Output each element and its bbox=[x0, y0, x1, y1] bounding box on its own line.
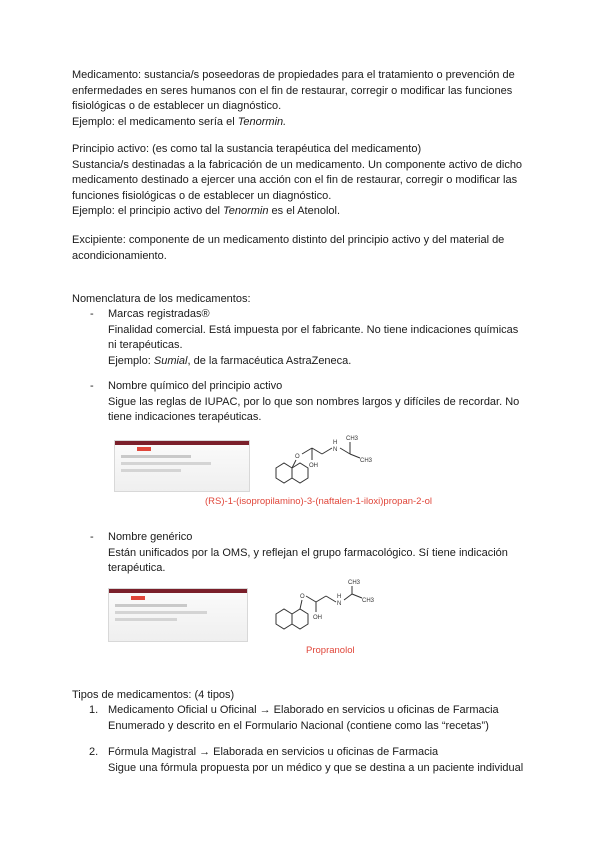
excipiente-paragraph bbox=[72, 233, 527, 264]
item-title: Fórmula Magistral → Elaborada en servicios u oficinas de Farmacia bbox=[108, 746, 439, 758]
tipo-item bbox=[108, 745, 533, 776]
example-name: Sumial bbox=[153, 354, 188, 367]
mol-label: N bbox=[337, 601, 342, 607]
text-line: Principio activo: (es como tal la sustancia terapéutica del medicamento) bbox=[72, 143, 422, 155]
quimico-item bbox=[108, 379, 528, 426]
item-title: Marcas registradas® bbox=[108, 308, 210, 320]
text-line: tiene indicaciones terapéuticas. bbox=[108, 411, 262, 423]
item-title: Medicamento Oficial u Oficinal → Elaborado en servicios u oficinas de Farmacia bbox=[108, 704, 499, 716]
mol-label: CH3 bbox=[346, 436, 359, 442]
text-line: Sigue las reglas de IUPAC, por lo que son nombres largos y difíciles de recordar. No bbox=[108, 395, 520, 408]
generic-caption: Propranolol bbox=[306, 645, 355, 656]
mol-label: OH bbox=[309, 463, 318, 469]
nomenclatura-title: Nomenclatura de los medicamentos: bbox=[72, 293, 251, 305]
mol-label: OH bbox=[313, 615, 322, 621]
tipos-title: Tipos de medicamentos: (4 tipos) bbox=[72, 689, 235, 701]
text-line: fisiológicas o de establecer un diagnóstico. bbox=[72, 100, 282, 112]
mol-label: H bbox=[337, 594, 342, 600]
mol-label: CH3 bbox=[360, 458, 373, 464]
mol-label: N bbox=[333, 447, 338, 453]
tipo-item bbox=[108, 703, 528, 734]
bullet-dash: - bbox=[90, 531, 94, 543]
mol-label: O bbox=[300, 594, 305, 600]
mol-label: H bbox=[333, 440, 338, 446]
mol-label: O bbox=[295, 454, 300, 460]
marcas-item bbox=[108, 307, 528, 369]
text-line: Finalidad comercial. Está impuesta por el fabricante. No tiene indicaciones químicas bbox=[108, 323, 519, 336]
medicine-box-image bbox=[114, 440, 250, 492]
text-line: Sustancia/s destinadas a la fabricación de un medicamento. Un componente activo de dicho bbox=[72, 158, 523, 171]
text-line: medicamento destinado a ejercer una acción con el fin de restaurar, corregir o modificar las bbox=[72, 174, 518, 186]
iupac-caption: (RS)-1-(isopropilamino)-3-(naftalen-1-iloxi)propan-2-ol bbox=[205, 496, 433, 507]
item-title: Nombre químico del principio activo bbox=[108, 380, 283, 392]
principio-paragraph bbox=[72, 142, 527, 220]
medicamento-paragraph bbox=[72, 68, 527, 130]
text-line: ni terapéuticas. bbox=[108, 339, 183, 351]
ejemplo-line: Ejemplo: el principio activo del Tenormin es el Atenolol. bbox=[72, 205, 341, 217]
item-desc: Sigue una fórmula propuesta por un médico y que se destina a un paciente individual bbox=[108, 761, 524, 774]
ejemplo-line: Ejemplo: el medicamento sería el Tenormin. bbox=[72, 115, 287, 128]
item-desc: Enumerado y descrito en el Formulario Nacional (contiene como las “recetas”) bbox=[108, 719, 489, 732]
bullet-dash: - bbox=[90, 380, 94, 392]
bullet-dash: - bbox=[90, 308, 94, 320]
mol-label: CH3 bbox=[362, 598, 375, 604]
list-number: 1. bbox=[89, 704, 99, 716]
ejemplo-line: Ejemplo: Sumial, de la farmacéutica AstraZeneca. bbox=[108, 354, 352, 367]
mol-label: CH3 bbox=[348, 580, 361, 586]
text-line: enfermedades en seres humanos con el fin de restaurar, corregir o modificar las funciones bbox=[72, 84, 513, 97]
medicine-box-image bbox=[108, 588, 248, 642]
list-number: 2. bbox=[89, 746, 99, 758]
text-line: acondicionamiento. bbox=[72, 249, 167, 262]
example-name: Tenormin bbox=[223, 205, 269, 217]
generico-item bbox=[108, 530, 528, 577]
text-line: terapéutica. bbox=[108, 562, 166, 574]
text-line: Excipiente: componente de un medicamento distinto del principio activo y del material de bbox=[72, 234, 505, 246]
item-title: Nombre genérico bbox=[108, 531, 193, 543]
example-name: Tenormin. bbox=[237, 115, 287, 128]
molecule-structure bbox=[268, 578, 378, 640]
molecule-structure bbox=[264, 434, 374, 496]
text-line: Medicamento: sustancia/s poseedoras de propiedades para el tratamiento o prevención de bbox=[72, 69, 515, 81]
text-line: Están unificados por la OMS, y reflejan el grupo farmacológico. Sí tiene indicación bbox=[108, 546, 508, 559]
text-line: funciones fisiológicas o de establecer un diagnóstico. bbox=[72, 189, 332, 202]
